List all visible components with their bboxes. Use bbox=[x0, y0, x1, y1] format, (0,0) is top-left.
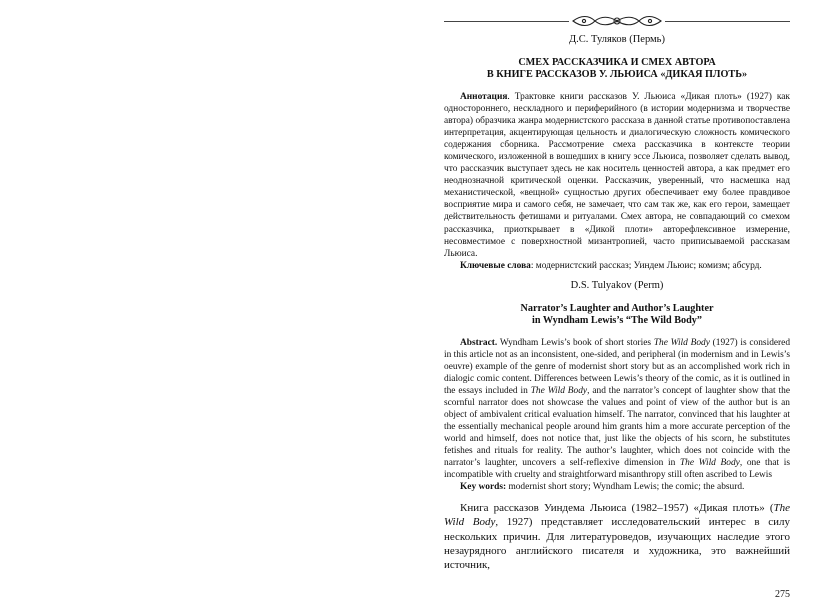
title-ru-line2: В КНИГЕ РАССКАЗОВ У. ЛЬЮИСА «ДИКАЯ ПЛОТЬ» bbox=[486, 69, 748, 80]
body-text-b: , 1927) представляет исследовательский интерес в силу нескольких причин. Для литературоведов, изучающих наследие этого незаурядного английского писателя и художника, это важнейший источник, bbox=[444, 516, 790, 572]
title-en bbox=[444, 303, 790, 327]
flourish-ornament-icon bbox=[571, 14, 663, 28]
abstract-ru-label: Аннотация bbox=[460, 92, 508, 102]
author-en: D.S. Tulyakov (Perm) bbox=[570, 279, 664, 291]
abstract-en-part2: (1927) is considered in this article not as an inconsistent, one-sided, and peripheral (in modernism and in Lewis’s oeuvre) example of the genre of modernist short story but as an accomplished work rich in dialogic comic content. Differences between Lewis’s theory of the comic, as it is outlined in the essays included in bbox=[444, 337, 791, 396]
abstract-en-label: Abstract. bbox=[460, 337, 498, 348]
body-paragraph bbox=[444, 501, 790, 572]
header-ornament bbox=[444, 14, 790, 28]
work-title-3: The Wild Body bbox=[679, 458, 740, 469]
keywords-en bbox=[444, 481, 790, 493]
ornament-rule-right bbox=[665, 21, 790, 22]
abstract-en-part4: , one that is incompatible with cruelty and straightforward misanthropy still often ascribed to Lewis bbox=[444, 458, 791, 481]
title-ru bbox=[444, 57, 790, 81]
keywords-ru-text: : модернистский рассказ; Уиндем Льюис; комизм; абсурд. bbox=[530, 260, 762, 271]
page-number: 275 bbox=[775, 589, 790, 600]
keywords-ru bbox=[444, 260, 790, 272]
keywords-en-label: Key words: bbox=[460, 482, 507, 493]
abstract-ru bbox=[444, 91, 790, 272]
right-page bbox=[444, 14, 790, 604]
body-text-a: Книга рассказов Уиндема Льюиса (1982–1957) «Дикая плоть» ( bbox=[460, 502, 774, 515]
abstract-ru-text: . Трактовке книги рассказов У. Льюиса «Дикая плоть» (1927) как одностороннего, нескладного и периферийного (в истории модернизма и творчестве автора) образчика жанра модернистского рассказа в данной статье противопоставлена интерпретация, акцентирующая цельность и диалогическую сложность комического содержания сборника. Рассмотрение смеха рассказчика в контексте теории комического, изложенной в вошедших в книгу эссе Льюиса, позволяет сделать вывод, что рассказчик выступает здесь не как носитель ценностей автора, а как предмет его неоднозначной критической оценки. Рассказчик, уверенный, что насмешка над механистической, «вещной» сущностью других обеспечивает ему более правдивое восприятие мира и самого себя, не замечает, что сам так же, как его герои, замещает действительность фетишами и ритуалами. Смех автора, не совпадающий со смехом рассказчика, приоткрывает в «Дикой плоти» авторефлексивное измерение, несовместимое с поверхностной мизантропией, часто приписываемой рассказам Льюиса. bbox=[444, 92, 790, 259]
abstract-en-part1: Wyndham Lewis’s book of short stories bbox=[497, 337, 654, 348]
work-title-2: The Wild Body bbox=[530, 385, 588, 396]
abstract-en bbox=[444, 337, 790, 494]
title-ru-line1: СМЕХ РАССКАЗЧИКА И СМЕХ АВТОРА bbox=[518, 57, 716, 68]
title-en-line2: in Wyndham Lewis’s “The Wild Body” bbox=[532, 314, 702, 326]
body-work-title: The Wild Body bbox=[444, 502, 790, 529]
keywords-ru-label: Ключевые слова bbox=[460, 260, 531, 271]
author-ru: Д.С. Туляков (Пермь) bbox=[569, 34, 665, 45]
work-title-1: The Wild Body bbox=[653, 337, 710, 348]
abstract-en-part3: , and the narrator’s concept of laughter show that the scornful narrator does not showcase the values and point of view of the author but is an object of ambivalent critical evaluation himself. The narrator, convinced that his laughter at the essentially mechanical people around him grants him a more accurate perception of the world and himself, does not notice that, just like the objects of his scorn, he substitutes fetishes and rituals for reality. The author’s laughter, which does not coincide with the narrator’s laughter, uncovers a self-reflexive dimension in bbox=[444, 385, 791, 469]
title-en-line1: Narrator’s Laughter and Author’s Laughter bbox=[520, 302, 714, 314]
keywords-en-text: modernist short story; Wyndham Lewis; the comic; the absurd. bbox=[506, 482, 745, 493]
ornament-rule-left bbox=[444, 21, 569, 22]
